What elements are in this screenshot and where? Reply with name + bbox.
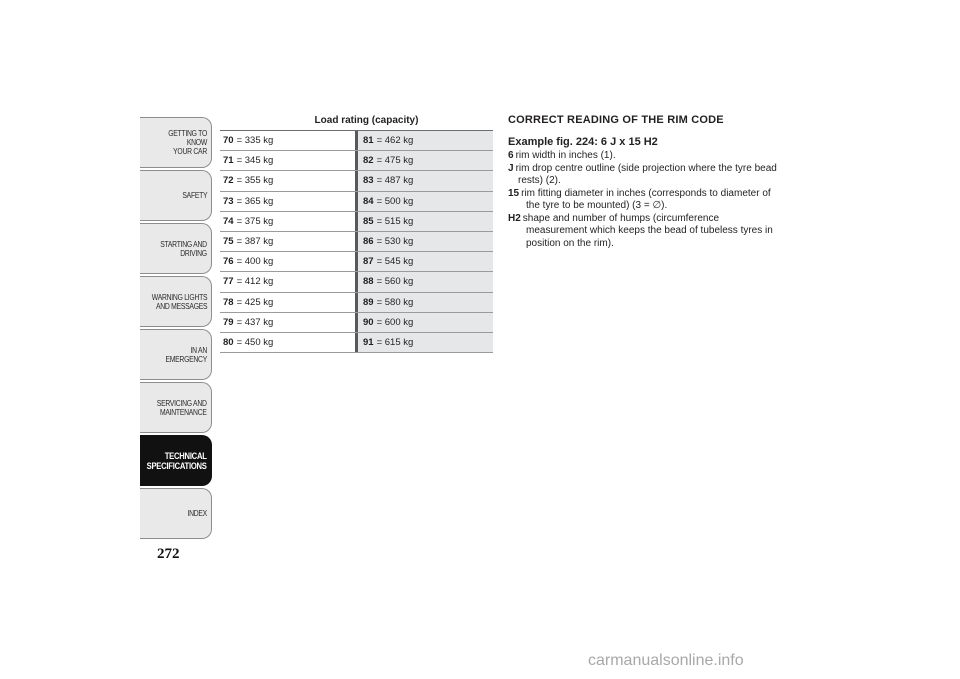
load-value: = 615 kg — [376, 336, 414, 348]
load-index-code: 71 — [223, 155, 234, 167]
load-index-code: 90 — [363, 316, 374, 328]
load-value: = 560 kg — [376, 276, 414, 288]
example-line: Example fig. 224: 6 J x 15 H2 — [508, 136, 658, 148]
load-index-code: 79 — [223, 316, 234, 328]
load-index-code: 73 — [223, 195, 234, 207]
nav-tab-index[interactable]: INDEX — [140, 488, 212, 539]
table-row — [220, 252, 493, 272]
definition-code: 15 — [508, 187, 520, 199]
definition-item — [508, 213, 780, 251]
load-value: = 425 kg — [236, 296, 274, 308]
load-index-code: 77 — [223, 276, 234, 288]
table-cell-left — [220, 212, 355, 231]
load-index-code: 74 — [223, 215, 234, 227]
table-cell-left — [220, 313, 355, 332]
rim-code-section — [508, 114, 780, 250]
definition-text: shape and number of humps (circumference measurement which keeps the bead of tubeless tyres in position on the rim). — [522, 212, 773, 249]
definition-item — [508, 188, 780, 213]
definition-code: J — [508, 162, 514, 174]
definition-text: rim width in inches (1). — [515, 150, 616, 161]
load-index-code: 81 — [363, 135, 374, 147]
nav-tab-servicing[interactable]: SERVICING AND MAINTENANCE — [140, 382, 212, 433]
nav-tab-technical-specifications[interactable]: TECHNICAL SPECIFICATIONS — [140, 435, 212, 486]
load-index-code: 82 — [363, 155, 374, 167]
table-cell-right — [355, 171, 493, 190]
load-value: = 600 kg — [376, 316, 414, 328]
table-row — [220, 232, 493, 252]
load-value: = 345 kg — [236, 155, 274, 167]
load-value: = 462 kg — [376, 135, 414, 147]
load-index-code: 84 — [363, 195, 374, 207]
load-index-code: 88 — [363, 276, 374, 288]
table-cell-right — [355, 232, 493, 251]
table-row — [220, 212, 493, 232]
load-index-code: 83 — [363, 175, 374, 187]
section-nav — [140, 117, 212, 541]
table-row — [220, 171, 493, 191]
load-rating-table — [220, 115, 493, 353]
table-cell-right — [355, 151, 493, 170]
load-index-code: 91 — [363, 336, 374, 348]
table-body — [220, 131, 493, 353]
table-row — [220, 192, 493, 212]
table-cell-left — [220, 131, 355, 150]
table-row — [220, 272, 493, 292]
load-value: = 375 kg — [236, 215, 274, 227]
load-value: = 400 kg — [236, 256, 274, 268]
load-value: = 387 kg — [236, 236, 274, 248]
definition-item — [508, 150, 780, 163]
load-value: = 450 kg — [236, 336, 274, 348]
table-row — [220, 131, 493, 151]
load-value: = 487 kg — [376, 175, 414, 187]
load-value: = 530 kg — [376, 236, 414, 248]
load-value: = 365 kg — [236, 195, 274, 207]
table-row — [220, 333, 493, 353]
nav-tab-emergency[interactable]: IN AN EMERGENCY — [140, 329, 212, 380]
definition-text: rim drop centre outline (side projection where the tyre bead rests) (2). — [515, 162, 777, 186]
load-value: = 335 kg — [236, 135, 274, 147]
load-value: = 545 kg — [376, 256, 414, 268]
page-number: 272 — [157, 546, 180, 562]
nav-tab-warning-lights[interactable]: WARNING LIGHTS AND MESSAGES — [140, 276, 212, 327]
watermark: carmanualsonline.info — [588, 652, 744, 669]
nav-tab-getting-to-know[interactable]: GETTING TO KNOW YOUR CAR — [140, 117, 212, 168]
load-value: = 500 kg — [376, 195, 414, 207]
load-index-code: 72 — [223, 175, 234, 187]
table-row — [220, 151, 493, 171]
table-row — [220, 313, 493, 333]
table-cell-right — [355, 293, 493, 312]
table-cell-right — [355, 252, 493, 271]
section-heading: CORRECT READING OF THE RIM CODE — [508, 114, 724, 126]
load-index-code: 70 — [223, 135, 234, 147]
table-cell-left — [220, 192, 355, 211]
table-cell-left — [220, 232, 355, 251]
table-cell-right — [355, 192, 493, 211]
table-cell-left — [220, 333, 355, 352]
nav-tab-starting-driving[interactable]: STARTING AND DRIVING — [140, 223, 212, 274]
table-cell-right — [355, 333, 493, 352]
load-index-code: 85 — [363, 215, 374, 227]
nav-tab-safety[interactable]: SAFETY — [140, 170, 212, 221]
definition-code: 6 — [508, 150, 514, 161]
table-cell-left — [220, 272, 355, 291]
load-index-code: 76 — [223, 256, 234, 268]
table-cell-right — [355, 212, 493, 231]
definition-item — [508, 163, 780, 188]
load-index-code: 87 — [363, 256, 374, 268]
load-value: = 437 kg — [236, 316, 274, 328]
table-cell-left — [220, 293, 355, 312]
load-index-code: 89 — [363, 296, 374, 308]
table-cell-right — [355, 131, 493, 150]
load-value: = 475 kg — [376, 155, 414, 167]
load-index-code: 80 — [223, 336, 234, 348]
load-value: = 515 kg — [376, 215, 414, 227]
definition-text: rim fitting diameter in inches (corresponds to diameter of the tyre to be mounted) (3 = ∅). — [521, 187, 771, 211]
table-title: Load rating (capacity) — [220, 115, 493, 131]
load-value: = 580 kg — [376, 296, 414, 308]
table-row — [220, 293, 493, 313]
load-index-code: 78 — [223, 296, 234, 308]
table-cell-right — [355, 313, 493, 332]
definition-code: H2 — [508, 212, 521, 224]
table-cell-left — [220, 151, 355, 170]
load-index-code: 86 — [363, 236, 374, 248]
load-value: = 355 kg — [236, 175, 274, 187]
table-cell-left — [220, 171, 355, 190]
table-cell-right — [355, 272, 493, 291]
table-cell-left — [220, 252, 355, 271]
load-value: = 412 kg — [236, 276, 274, 288]
load-index-code: 75 — [223, 236, 234, 248]
